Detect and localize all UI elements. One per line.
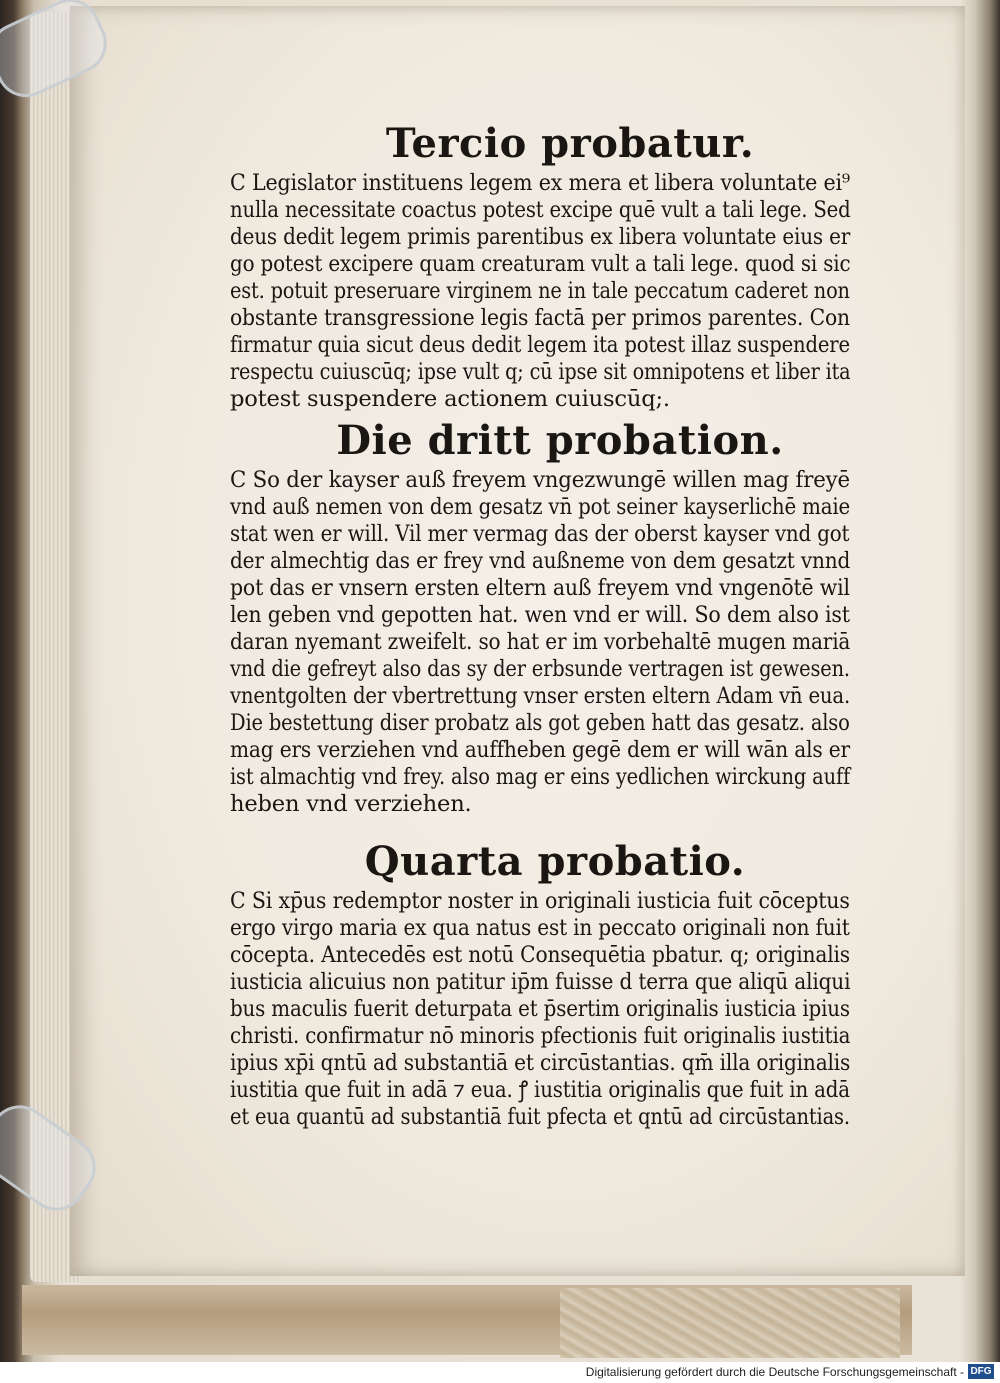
footer-bar (0, 1362, 1000, 1383)
text-line: len geben vnd gepotten hat. wen vnd er will. So dem also ist (230, 602, 850, 628)
text-line: C Si xp̄us redemptor noster in originali iusticia fuit cōceptus (230, 888, 850, 914)
text-line: mag ers verziehen vnd auffheben gegē dem er will wān als er (230, 737, 850, 763)
text-line: ipius xp̄i qntū ad substantiā et circūstantias. qm̄ illa originalis (230, 1050, 851, 1076)
text-line: cōcepta. Antecedēs est notū Consequētia pbatur. q; originalis (230, 942, 850, 968)
text-line: heben vnd verziehen. (230, 791, 472, 817)
text-line: deus dedit legem primis parentibus ex libera voluntate eius er (230, 224, 851, 250)
paragraph-german (230, 467, 870, 818)
text-line: vnd auß nemen von dem gesatz vn̄ pot seiner kayserlichē maie (230, 494, 851, 520)
paragraph-latin-1 (230, 170, 870, 413)
text-line: pot das er vnsern ersten eltern auß freyem vnd vngenōtē wil (230, 575, 850, 601)
heading-die-dritt-probation: Die dritt probation. (336, 417, 784, 464)
text-line: iusticia alicuius non patitur ip̄m fuisse d terra que aliqū aliqui (230, 969, 851, 995)
text-line: est. potuit preseruare virginem ne in tale peccatum caderet non (230, 278, 850, 304)
text-line: iustitia que fuit in adā ⁊ eua. ꝭ iustitia originalis que fuit in adā (230, 1077, 850, 1103)
text-line: firmatur quia sicut deus dedit legem ita potest illaz suspendere (230, 332, 850, 358)
text-line: C Legislator instituens legem ex mera et libera voluntate ei⁹ (230, 170, 850, 196)
text-line: potest suspendere actionem cuiuscūq;. (230, 386, 670, 412)
text-line: Die bestettung diser probatz als got geben hatt das gesatz. also (230, 710, 850, 736)
text-line: ergo virgo maria ex qua natus est in peccato originali non fuit (230, 915, 850, 941)
text-line: et eua quantū ad substantiā fuit pfecta et qntū ad circūstantias. (230, 1104, 850, 1130)
text-line: christi. confirmatur nō minoris pfectionis fuit originalis iustitia (230, 1023, 851, 1049)
text-line: bus maculis fuerit deturpata et p̄sertim originalis iusticia ipius (230, 996, 850, 1022)
dfg-logo: DFG (968, 1364, 994, 1379)
text-line: vnd die gefreyt also das sy der erbsunde vertragen ist gewesen. (230, 656, 850, 682)
text-line: vnentgolten der vbertrettung vnser ersten eltern Adam vn̄ eua. (230, 683, 851, 709)
text-line: daran nyemant zweifelt. so hat er im vorbehaltē mugen mariā (230, 629, 851, 655)
text-line: obstante transgressione legis factā per primos parentes. Con (230, 305, 850, 331)
text-line: ist almachtig vnd frey. also mag er eins yedlichen wirckung auff (230, 764, 851, 790)
heading-tercio-probatur: Tercio probatur. (385, 120, 755, 167)
text-line: der almechtig das er frey vnd außneme von dem gesatzt vnnd (230, 548, 851, 574)
funding-credit: Digitalisierung gefördert durch die Deutsche Forschungsgemeinschaft - (585, 1365, 964, 1379)
binding-damage (560, 1288, 900, 1358)
printed-text-block (230, 118, 870, 1131)
text-line: go potest excipere quam creaturam vult a tali lege. quod si sic (230, 251, 851, 277)
text-line: stat wen er will. Vil mer vermag das der oberst kayser vnd got (230, 521, 850, 547)
paragraph-latin-2 (230, 888, 870, 1131)
text-line: nulla necessitate coactus potest excipe quē vult a tali lege. Sed (230, 197, 851, 223)
text-line: respectu cuiuscūq; ipse vult q; cū ipse sit omnipotens et liber ita (230, 359, 851, 385)
heading-quarta-probatio: Quarta probatio. (364, 838, 746, 885)
text-line: C So der kayser auß freyem vngezwungē willen mag freyē (230, 467, 850, 493)
